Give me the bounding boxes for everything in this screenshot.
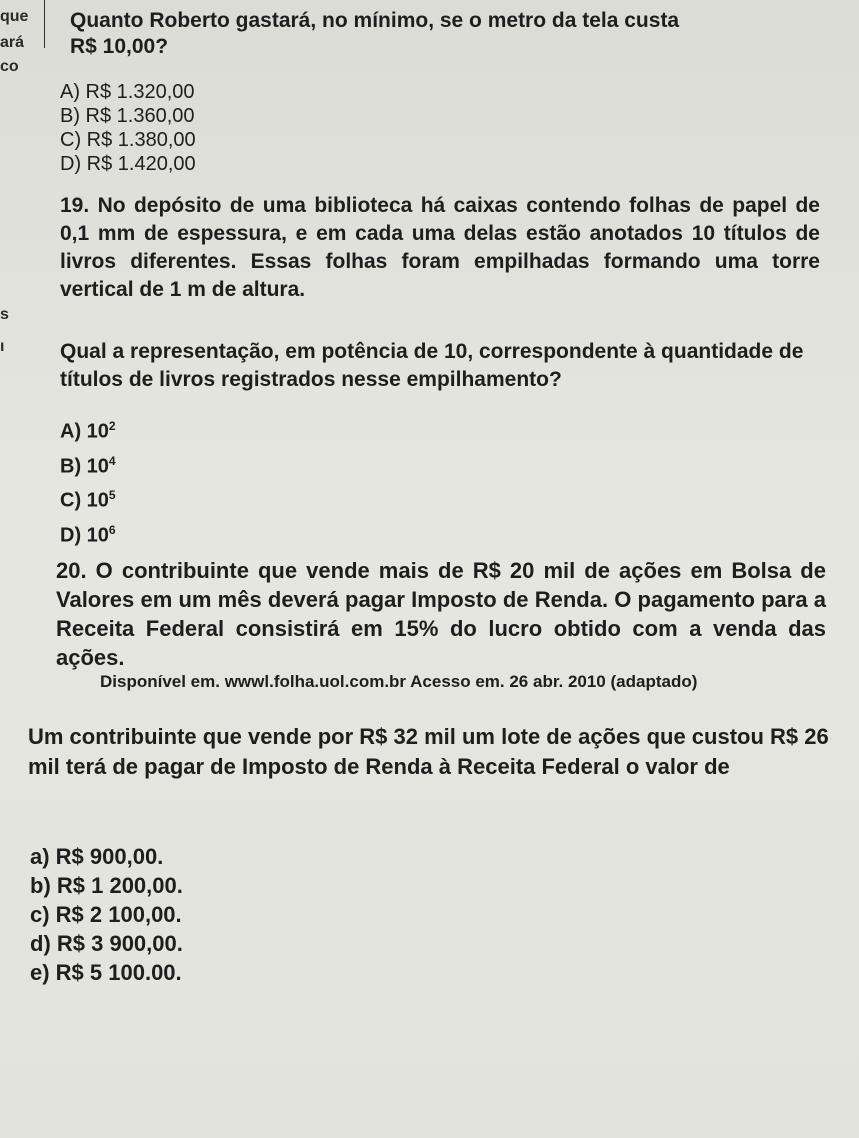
- q18-stem-line1: Quanto Roberto gastará, no mínimo, se o metro da tela custa: [70, 9, 680, 32]
- q18-stem-line2: R$ 10,00?: [70, 35, 169, 58]
- q19-body: No depósito de uma biblioteca há caixas contendo folhas de papel de 0,1 mm de espessura, e em cada uma delas estão anotados 10 títulos de livros diferentes. Essas folhas foram empilhadas formando uma torre vertical de 1 m de altura.: [60, 194, 820, 301]
- q20-body: O contribuinte que vende mais de R$ 20 mil de ações em Bolsa de Valores em um mês deverá pagar Imposto de Renda. O pagamento para a Receita Federal consistirá em 15% do lucro obtido com a venda das ações.: [56, 558, 826, 670]
- q20-text: [56, 556, 826, 672]
- q19-text: [60, 192, 820, 304]
- q19-option-c: [60, 481, 116, 516]
- q19-option-a-base: 10: [86, 420, 109, 443]
- q19-option-a-label: A): [60, 420, 82, 443]
- q19-option-a-exp: 2: [108, 419, 116, 433]
- q18-stem: [70, 8, 850, 60]
- q20-options: [30, 842, 183, 987]
- q19-option-c-label: C): [60, 489, 82, 512]
- q19-number: 19.: [60, 194, 90, 217]
- margin-line: [44, 0, 45, 48]
- q19-options: [60, 412, 116, 551]
- q20-source: Disponível em. wwwl.folha.uol.com.br Acesso em. 26 abr. 2010 (adaptado): [100, 672, 698, 691]
- q18-options: [60, 80, 196, 176]
- q18-option-d: D) R$ 1.420,00: [60, 153, 196, 175]
- q20-option-b: b) R$ 1 200,00.: [30, 873, 183, 898]
- q19-option-c-exp: 5: [108, 488, 116, 503]
- q20-option-d: d) R$ 3 900,00.: [30, 931, 183, 956]
- q19-option-b-exp: 4: [108, 453, 116, 468]
- q20-option-e: e) R$ 5 100.00.: [30, 960, 182, 985]
- q19-question: Qual a representação, em potência de 10, correspondente à quantidade de títulos de livros registrados nesse empilhamento?: [60, 340, 804, 391]
- edge-text-5: ı: [0, 338, 5, 355]
- q19-option-b-label: B): [60, 455, 82, 478]
- q18-option-c: C) R$ 1.380,00: [60, 129, 196, 151]
- q19-option-d-exp: 6: [108, 522, 116, 537]
- edge-text-1: que: [0, 8, 29, 25]
- q18-option-a: A) R$ 1.320,00: [60, 81, 195, 103]
- q19-option-d-base: 10: [86, 524, 109, 547]
- q19-option-c-base: 10: [86, 489, 109, 512]
- q19-option-d: [60, 516, 116, 551]
- edge-text-2: ará: [0, 34, 25, 51]
- q20-option-a: a) R$ 900,00.: [30, 844, 164, 869]
- q20-number: 20.: [56, 558, 87, 583]
- q19-option-d-label: D): [60, 524, 82, 547]
- edge-text-3: co: [0, 58, 19, 75]
- q18-option-b: B) R$ 1.360,00: [60, 105, 195, 127]
- q20-question: Um contribuinte que vende por R$ 32 mil um lote de ações que custou R$ 26 mil terá de pagar de Imposto de Renda à Receita Federal o valor de: [28, 724, 829, 779]
- q19-option-b: [60, 447, 116, 482]
- edge-text-4: s: [0, 306, 9, 323]
- q19-option-b-base: 10: [86, 455, 109, 478]
- q19-option-a: [60, 412, 116, 447]
- q20-option-c: c) R$ 2 100,00.: [30, 902, 182, 927]
